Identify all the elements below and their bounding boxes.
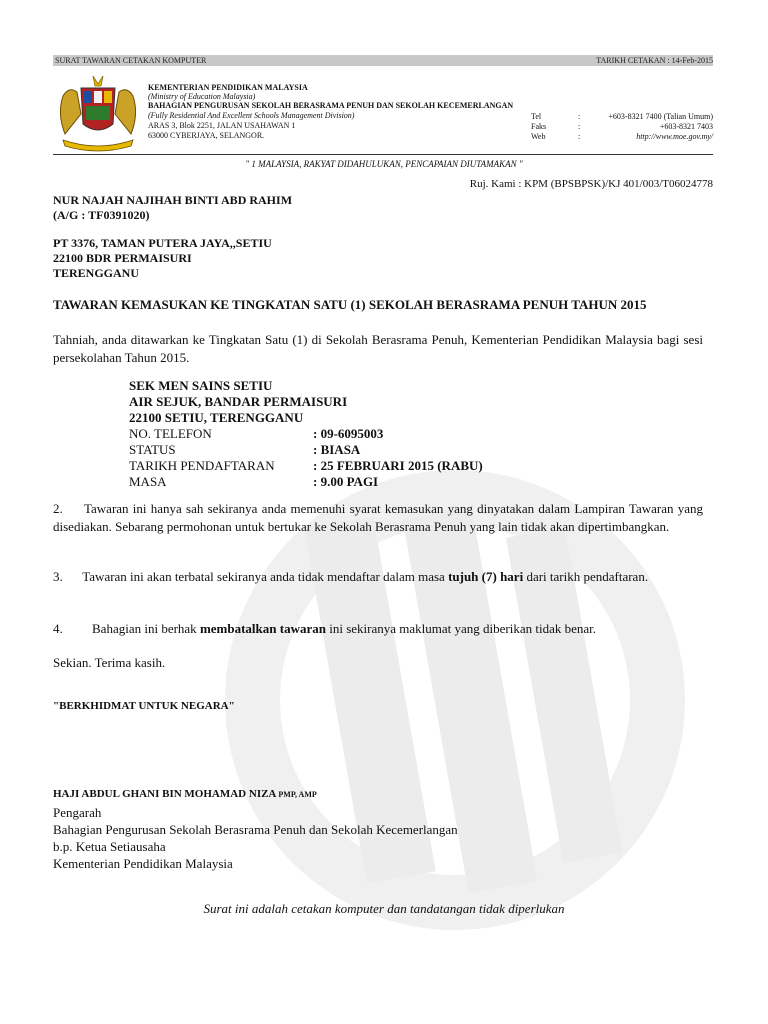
paragraph-3-text: Tawaran ini akan terbatal sekiranya anda tidak mendaftar dalam masa xyxy=(82,569,449,584)
paragraph-4-bold: membatalkan tawaran xyxy=(199,621,326,636)
status-value: : BIASA xyxy=(313,442,361,457)
paragraph-2 xyxy=(53,500,703,535)
print-header-title: SURAT TAWARAN CETAKAN KOMPUTER xyxy=(55,56,207,65)
web-value[interactable]: http://www.moe.gov.my/ xyxy=(636,132,713,141)
paragraph-4-tail: ini sekiranya maklumat yang diberikan tidak benar. xyxy=(325,621,596,636)
header-divider xyxy=(53,154,713,155)
ministry-name-en: (Ministry of Education Malaysia) xyxy=(148,92,256,101)
signatory-name xyxy=(53,788,317,800)
signatory-ministry: Kementerian Pendidikan Malaysia xyxy=(53,856,233,871)
time-label: MASA xyxy=(129,474,167,489)
motto: " 1 MALAYSIA, RAKYAT DIDAHULUKAN, PENCAPAIAN DIUTAMAKAN " xyxy=(245,159,523,169)
paragraph-4-number: 4. xyxy=(53,621,63,636)
ministry-name: KEMENTERIAN PENDIDIKAN MALAYSIA xyxy=(148,83,308,92)
recipient-address-1: PT 3376, TAMAN PUTERA JAYA,,SETIU xyxy=(53,236,272,250)
fax-separator: : xyxy=(578,122,581,131)
address-line-2: 63000 CYBERJAYA, SELANGOR. xyxy=(148,131,265,140)
recipient-address-2: 22100 BDR PERMAISURI xyxy=(53,251,192,265)
registration-date-value: : 25 FEBRUARI 2015 (RABU) xyxy=(313,458,483,473)
reference-number: Ruj. Kami : KPM (BPSBPSK)/KJ 401/003/T06024778 xyxy=(469,178,713,190)
school-address-2: 22100 SETIU, TERENGGANU xyxy=(129,410,304,425)
recipient-name: NUR NAJAH NAJIHAH BINTI ABD RAHIM xyxy=(53,193,293,207)
paragraph-3-number: 3. xyxy=(53,569,63,584)
footer-note: Surat ini adalah cetakan komputer dan tandatangan tidak diperlukan xyxy=(203,901,565,916)
division-name: BAHAGIAN PENGURUSAN SEKOLAH BERASRAMA PENUH DAN SEKOLAH KECEMERLANGAN xyxy=(148,101,514,110)
status-label: STATUS xyxy=(129,442,176,457)
tel-label: Tel xyxy=(531,112,542,121)
slogan: "BERKHIDMAT UNTUK NEGARA" xyxy=(53,700,235,712)
letter-subject: TAWARAN KEMASUKAN KE TINGKATAN SATU (1) SEKOLAH BERASRAMA PENUH TAHUN 2015 xyxy=(53,297,647,312)
recipient-id: (A/G : TF0391020) xyxy=(53,208,150,222)
paragraph-3-bold: tujuh (7) hari xyxy=(448,569,524,584)
phone-label: NO. TELEFON xyxy=(129,426,212,441)
school-name: SEK MEN SAINS SETIU xyxy=(129,378,273,393)
phone-value: : 09-6095003 xyxy=(313,426,384,441)
web-label: Web xyxy=(531,132,546,141)
signatory-fullname: HAJI ABDUL GHANI BIN MOHAMAD NIZA xyxy=(53,788,277,800)
intro-paragraph: Tahniah, anda ditawarkan ke Tingkatan Satu (1) di Sekolah Berasrama Penuh, Kementerian Pendidikan Malaysia bagi sesi persekolahan Tahun 2015. xyxy=(53,332,703,365)
signatory-title: Pengarah xyxy=(53,805,102,820)
tel-separator: : xyxy=(578,112,581,121)
division-name-en: (Fully Residential And Excellent Schools Management Division) xyxy=(148,111,355,120)
paragraph-2-number: 2. xyxy=(53,501,63,516)
registration-date-label: TARIKH PENDAFTARAN xyxy=(129,458,275,473)
paragraph-3 xyxy=(53,568,703,586)
address-line-1: ARAS 3, Blok 2251, JALAN USAHAWAN 1 xyxy=(148,121,296,130)
print-header-bar xyxy=(53,55,713,66)
paragraph-4-text: Bahagian ini berhak xyxy=(92,621,200,636)
web-separator: : xyxy=(578,132,581,141)
coat-of-arms-logo xyxy=(53,74,143,152)
paragraph-3-tail: dari tarikh pendaftaran. xyxy=(523,569,649,584)
school-address-1: AIR SEJUK, BANDAR PERMAISURI xyxy=(129,394,348,409)
paragraph-4 xyxy=(53,620,703,638)
paragraph-2-text: Tawaran ini hanya sah sekiranya anda memenuhi syarat kemasukan yang dinyatakan dalam Lampiran Tawaran yang disediakan. Sebarang permohonan untuk bertukar ke Sekolah Berasrama Penuh yang lain tidak akan dipertimbangkan. xyxy=(53,501,704,534)
print-date: TARIKH CETAKAN : 14-Feb-2015 xyxy=(596,56,713,65)
tel-value: +603-8321 7400 (Talian Umum) xyxy=(608,112,713,121)
fax-value: +603-8321 7403 xyxy=(659,122,713,131)
fax-label: Faks xyxy=(531,122,547,131)
closing-line: Sekian. Terima kasih. xyxy=(53,655,166,670)
time-value: : 9.00 PAGI xyxy=(313,474,379,489)
recipient-address-3: TERENGGANU xyxy=(53,266,140,280)
signatory-bp: b.p. Ketua Setiausaha xyxy=(53,839,166,854)
signatory-division: Bahagian Pengurusan Sekolah Berasrama Penuh dan Sekolah Kecemerlangan xyxy=(53,822,458,837)
signatory-honours: PMP, AMP xyxy=(276,790,317,799)
